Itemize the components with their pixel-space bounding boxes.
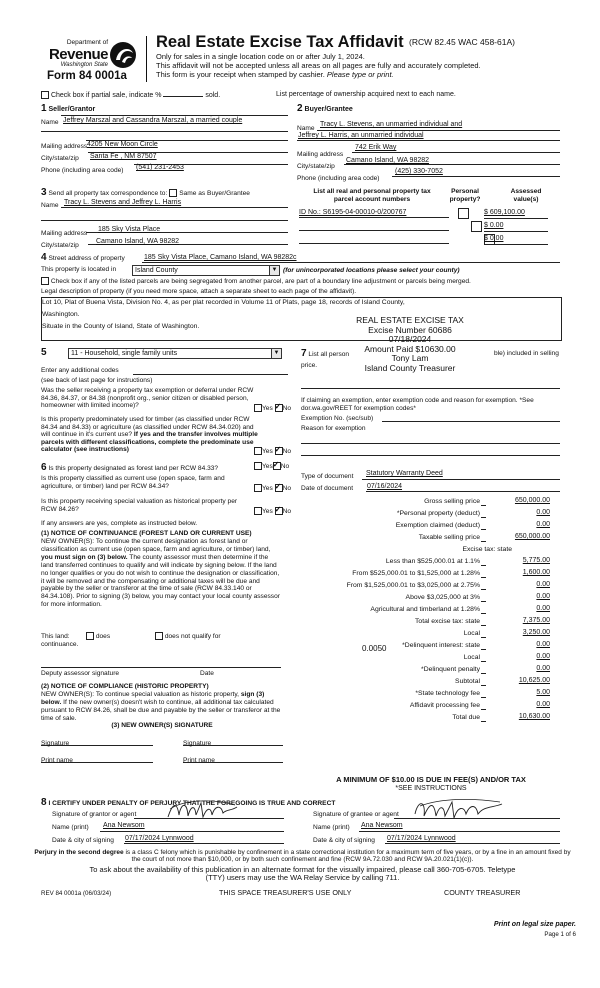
perjury-notice — [30, 849, 575, 864]
calc-row — [300, 617, 562, 629]
calc-row-leader — [481, 697, 486, 698]
q3-yes-label: Yes — [262, 462, 273, 470]
parcel-header-a: List all real and personal property tax — [313, 188, 431, 195]
does-not-option — [155, 632, 221, 640]
owner-sig-label-2: Signature — [183, 740, 212, 747]
continuance-text-a: NEW OWNER(S): To continue the current designation as forest land or classification as current use (open space, farm and agriculture, or timber) land, — [41, 538, 271, 553]
calc-row-value[interactable]: 0.00 — [536, 605, 550, 612]
q5-yes-label: Yes — [262, 507, 273, 515]
seller-heading — [41, 103, 95, 115]
header-line3 — [156, 71, 394, 80]
calc-row-value[interactable]: 5,775.00 — [522, 557, 550, 564]
doc-date-value: 07/16/2024 — [367, 483, 403, 490]
assessed-header-a: Assessed — [510, 188, 542, 195]
exemption-instructions: If claiming an exemption, enter exemption code and reason for exemption. *See dor.wa.gov/REET for exemption codes* — [301, 397, 534, 412]
street-value: 185 Sky Vista Place, Camano Island, WA 98282c — [144, 254, 297, 261]
buyer-mailing-value: 742 Erik Way — [355, 144, 397, 151]
agency-label: Revenue — [48, 46, 108, 63]
personal-property-text-b: ble) included in selling — [494, 350, 559, 357]
q4-no-checkbox[interactable] — [275, 484, 283, 492]
calc-row-label: Excise tax: state — [462, 546, 512, 553]
buyer-mailing-label: Mailing address — [297, 151, 344, 158]
accessibility-line-2: (TTY) users may use the WA Relay Service by calling 711. — [205, 873, 400, 883]
q3-no-label: No — [280, 462, 290, 470]
calc-row-label: From $1,525,000.01 to $3,025,000 at 2.75% — [346, 582, 480, 589]
calc-row-label: *Personal property (deduct) — [396, 510, 480, 517]
calc-row-leader — [481, 529, 486, 530]
grantor-date-label: Date & city of signing — [52, 837, 114, 844]
corr-city-label: City/state/zip — [41, 242, 79, 249]
calc-row — [300, 713, 562, 725]
see-instructions-note: *SEE INSTRUCTIONS — [395, 785, 467, 792]
exemption-reason-field-2[interactable] — [301, 455, 560, 456]
timber-question — [41, 416, 259, 454]
dept-label: Department of — [66, 39, 108, 46]
land-use-select[interactable] — [68, 348, 282, 359]
local-rate-value: 0.0050 — [362, 644, 387, 653]
perjury-bold: Perjury in the second degree — [34, 849, 124, 856]
perjury-text: is a class C felony which is punishable by confinement in a state correctional institution for a maximum term of five years, or by a fine in an amount fixed by the court of not more than $10,000, or by both such confinement and fine (RCW 9A.72.030 and RCW 9A.20.021(1)(c)). — [125, 849, 571, 864]
corr-name-label: Name — [41, 202, 59, 209]
buyer-heading-label: Buyer/Grantee — [304, 106, 353, 113]
calc-row — [300, 509, 562, 521]
calc-row-label: Local — [463, 630, 480, 637]
q1-yesno — [254, 404, 291, 412]
new-owner-sig-heading: (3) NEW OWNER(S) SIGNATURE — [111, 722, 213, 729]
assessed-value-3: $ 0.00 — [484, 235, 504, 242]
stamp-line-5: Tony Lam — [391, 353, 429, 363]
see-back-label: (see back of last page for instructions) — [41, 377, 153, 384]
calc-row-value[interactable]: 10,625.00 — [518, 677, 550, 684]
timber-question-b: If yes and the transfer involves multiple parcels with different classifications, complete the predominate use calculator (see instructions) — [41, 431, 258, 454]
stamp-line-3: 07/18/2024 — [388, 334, 432, 344]
calc-row — [300, 701, 562, 713]
seller-name-label: Name — [41, 119, 59, 126]
forest-question-text: Is this property designated as forest land per RCW 84.33? — [48, 465, 219, 472]
assessed-value-1: $ 609,100.00 — [484, 209, 525, 216]
grantor-name-label: Name (print) — [52, 824, 89, 831]
calc-row-leader — [481, 685, 486, 686]
ownership-note: List percentage of ownership acquired next to each name. — [276, 91, 456, 98]
assessed-field-3[interactable] — [484, 244, 548, 245]
calc-row-value[interactable]: 3,250.00 — [522, 629, 550, 636]
buyer-name-value2: Jeffrey L. Harris, an unmarried individual — [298, 132, 424, 139]
continuance-text-b: you must sign on (3) below. — [41, 553, 128, 561]
calc-row-leader — [481, 637, 486, 638]
county-treasurer-label: COUNTY TREASURER — [444, 888, 521, 897]
buyer-name-value1: Tracy L. Stevens, an unmarried individual and — [320, 121, 463, 128]
grantee-signature-scribble — [412, 796, 507, 824]
form-rcw: (RCW 82.45 WAC 458-61A) — [409, 37, 515, 47]
correspondence-label: Send all property tax correspondence to: — [48, 190, 168, 197]
parcel-id-value: ID No.: S6195-04-00010-0/200767 — [299, 209, 407, 216]
personal-property-line-1[interactable] — [301, 388, 560, 389]
calc-row-leader — [481, 721, 486, 722]
seller-name-value: Jeffrey Marszal and Cassandra Marszal, a married couple — [63, 117, 243, 124]
calc-row-label: Local — [463, 654, 480, 661]
calc-row-label: From $525,000.01 to $1,525,000 at 1.28% — [352, 570, 480, 577]
compliance-text-c: If the new owner(s) doesn't wish to continue, all additional tax calculated pursuant to RCW 84.26, shall be due and payable by the seller or transferor at the time of sale. — [41, 698, 281, 722]
personal-property-text-a: List all person — [308, 351, 350, 358]
calc-row-label: *Delinquent interest: state — [402, 642, 480, 649]
buyer-mailing-field[interactable] — [352, 152, 560, 153]
seller-city-label: City/state/zip — [41, 155, 79, 162]
legal-line-2: Washington. — [42, 311, 80, 318]
calc-row-value[interactable]: 650,000.00 — [514, 497, 550, 504]
calc-row-label: Taxable selling price — [418, 534, 480, 541]
grantee-sig-label: Signature of grantee or agent — [313, 811, 399, 818]
calc-row-label: Subtotal — [455, 678, 480, 685]
q2-no-label: No — [282, 447, 292, 455]
does-not-checkbox[interactable] — [155, 632, 163, 640]
correspondence-row — [41, 187, 250, 199]
county-select[interactable] — [132, 265, 280, 276]
calc-row — [300, 629, 562, 641]
assessed-header-b: value(s) — [513, 195, 539, 203]
section-1-number: 1 — [41, 103, 47, 114]
doc-date-field[interactable] — [366, 491, 560, 492]
segregated-label: Check box if any of the listed parcels are being segregated from another parcel, are part of a boundary line adjustment or parcels being merged. — [50, 277, 471, 285]
calc-row-label: Total due — [452, 714, 480, 721]
seller-mailing-value: 4205 New Moon Circle — [87, 141, 158, 148]
grantee-name-field[interactable] — [359, 831, 560, 832]
header-divider — [146, 36, 147, 82]
current-use-question: Is this property classified as current use (open space, farm and agriculture, or timber) land per RCW 84.34? — [41, 475, 225, 490]
grantee-name-label: Name (print) — [313, 824, 350, 831]
q5-yesno — [254, 507, 291, 515]
q3-no-checkbox[interactable] — [273, 462, 281, 470]
calc-row-leader — [481, 649, 486, 650]
accessibility-line-1: To ask about the availability of this publication in an alternate format for the visually impaired, please call 360-705-6705. Teletype — [89, 865, 516, 874]
add-codes-label: Enter any additional codes — [41, 367, 119, 374]
type-print-note: Please type or print. — [326, 70, 394, 79]
same-as-buyer-label: Same as Buyer/Grantee — [179, 190, 250, 197]
deputy-sig-label: Deputy assessor signature — [41, 670, 120, 677]
legal-paper-note: Print on legal size paper. — [493, 921, 576, 928]
personal-property-row — [301, 348, 349, 360]
calc-row-value[interactable]: 10,630.00 — [518, 713, 550, 720]
calc-row — [300, 545, 562, 557]
assessed-field-1[interactable] — [484, 218, 548, 219]
corr-mailing-label: Mailing address — [41, 230, 88, 237]
page-number: Page 1 of 6 — [544, 931, 576, 938]
calc-row-leader — [481, 625, 486, 626]
compliance-text-a: NEW OWNER(S): To continue special valuation as historic property, — [41, 691, 240, 698]
seller-city-value: Santa Fe , NM 87507 — [90, 153, 157, 160]
calc-row-leader — [481, 613, 486, 614]
treasurer-use-label: THIS SPACE TREASURER'S USE ONLY — [219, 888, 352, 897]
section-6-number: 6 — [41, 462, 47, 473]
exemption-reason-field[interactable] — [301, 443, 560, 444]
personal-header-b: property? — [449, 195, 481, 203]
exemption-no-field[interactable] — [382, 421, 560, 422]
calc-row-value[interactable]: 0.00 — [536, 701, 550, 708]
continuance-text-c: The county assessor must then determine if the land transferred continues to qualify and will indicate by signing below. If the land no longer qualifies or you do not wish to continue the designation or classification, it will be removed and the compensating or additional taxes will be due and payable by the seller or transferor at the time of sale (RCW 84.33.140 or 84.34.108). Prior to signing (3) below, you may contact your local county assessor for more information. — [41, 553, 280, 609]
exemption-question: Was the seller receiving a property tax exemption or deferral under RCW 84.36, 84.37, or 84.38 (nonprofit org., senior citizen or disabled person, homeowner with limited income)? — [41, 387, 254, 410]
seller-name-field[interactable] — [61, 115, 288, 116]
calc-row-leader — [481, 517, 486, 518]
seller-phone-value: (541) 231-2453 — [136, 164, 184, 171]
stamp-line-1: REAL ESTATE EXCISE TAX — [356, 315, 464, 325]
calc-row — [300, 689, 562, 701]
calc-row — [300, 557, 562, 569]
calc-row-value[interactable]: 0.00 — [536, 581, 550, 588]
add-codes-field[interactable] — [133, 374, 288, 375]
calc-row-leader — [481, 601, 486, 602]
calc-row-value[interactable]: 0.00 — [536, 521, 550, 528]
if-yes-note: If any answers are yes, complete as instructed below. — [41, 520, 198, 527]
stamp-line-4: Amount Paid $10630.00 — [364, 343, 456, 354]
continuance-heading: (1) NOTICE OF CONTINUANCE (FOREST LAND OR CURRENT USE) — [41, 530, 252, 537]
deputy-signature-field[interactable] — [41, 667, 281, 668]
q1-yes-label: Yes — [262, 404, 273, 412]
grantee-name-value: Ana Newsom — [361, 822, 403, 829]
parcel-id-row-3[interactable] — [299, 243, 449, 244]
legal-line-1: Lot 10, Plat of Buena Vista, Division No. 4, as per plat recorded in Volume 11 of Plats, page 18, records of Island County, — [42, 299, 405, 306]
forest-question — [41, 462, 251, 474]
revision-label: REV 84 0001a (06/03/24) — [41, 890, 112, 897]
land-use-value: 11 - Household, single family units — [71, 350, 178, 357]
stamp-line-2: Excise Number 60686 — [368, 324, 452, 335]
buyer-phone-value: (425) 330-7052 — [395, 168, 443, 175]
calc-row-label: Gross selling price — [424, 498, 480, 505]
calc-row-value[interactable]: 0.00 — [536, 653, 550, 660]
owner-print-label-2: Print name — [183, 757, 215, 764]
does-not-label: does not qualify for — [164, 632, 221, 640]
calc-row-leader — [481, 577, 486, 578]
street-label: Street address of property — [48, 255, 125, 262]
calc-row-value[interactable]: 5.00 — [536, 689, 550, 696]
section-7-number: 7 — [301, 348, 307, 359]
q4-yes-checkbox[interactable] — [254, 484, 262, 492]
street-field[interactable] — [142, 262, 560, 263]
calc-row-label: Above $3,025,000 at 3% — [405, 594, 480, 601]
calc-row-leader — [481, 589, 486, 590]
does-label: does — [95, 632, 111, 640]
continuance-label: continuance. — [41, 641, 79, 648]
does-option — [86, 632, 110, 640]
historic-question: Is this property receiving special valuation as historical property per RCW 84.26? — [41, 498, 238, 513]
located-label: This property is located in — [41, 266, 117, 273]
section-2-number: 2 — [297, 103, 303, 114]
calc-row-label: *Delinquent penalty — [421, 666, 480, 673]
exemption-reason-label: Reason for exemption — [301, 425, 366, 432]
calc-row — [300, 641, 562, 653]
grantor-name-value: Ana Newsom — [103, 822, 145, 829]
q2-yesno — [254, 447, 291, 455]
doc-type-field[interactable] — [362, 479, 560, 480]
q4-no-label: No — [282, 484, 292, 492]
personal-checkbox-2[interactable] — [471, 221, 482, 232]
q5-yes-checkbox[interactable] — [254, 507, 262, 515]
grantee-date-label: Date & city of signing — [313, 837, 375, 844]
calc-row-value[interactable]: 0.00 — [536, 665, 550, 672]
calc-row — [300, 521, 562, 533]
parcel-id-row-2[interactable] — [299, 230, 449, 231]
form-number: Form 84 0001a — [47, 70, 127, 82]
seller-name-line2[interactable] — [41, 131, 288, 132]
seller-mailing-label: Mailing address — [41, 143, 88, 150]
buyer-name-label: Name — [297, 125, 315, 132]
seller-heading-label: Seller/Grantor — [48, 106, 96, 113]
calc-row-value[interactable]: 0.00 — [536, 593, 550, 600]
treasurer-stamp — [330, 316, 490, 373]
personal-header — [444, 188, 486, 203]
segregated-checkbox[interactable] — [41, 277, 49, 285]
segregated-row — [41, 277, 571, 285]
calc-row-leader — [481, 565, 486, 566]
calc-row — [300, 593, 562, 605]
compliance-heading: (2) NOTICE OF COMPLIANCE (HISTORIC PROPERTY) — [41, 683, 209, 690]
partial-sale-row — [41, 91, 220, 100]
grantor-sig-label: Signature of grantor or agent — [52, 811, 137, 818]
doc-date-label: Date of document — [301, 485, 354, 492]
minimum-due-note: A MINIMUM OF $10.00 IS DUE IN FEE(S) AND/OR TAX — [336, 775, 526, 784]
parcel-header-b: parcel account numbers — [333, 195, 411, 203]
partial-sale-label: Check box if partial sale, indicate % — [50, 91, 162, 99]
street-row — [41, 252, 125, 264]
compliance-text — [41, 691, 283, 723]
calc-row-value[interactable]: 650,000.00 — [514, 533, 550, 540]
assessed-field-2[interactable] — [484, 231, 548, 232]
grantor-signature-scribble — [165, 797, 240, 823]
header-line2: This affidavit will not be accepted unless all areas on all pages are fully and accurately completed. — [156, 61, 481, 70]
personal-header-a: Personal — [451, 188, 479, 195]
q2-yes-label: Yes — [262, 447, 273, 455]
calc-row — [300, 653, 562, 665]
corr-name-value: Tracy L. Stevens and Jeffrey L. Harris — [64, 199, 182, 206]
does-checkbox[interactable] — [86, 632, 94, 640]
q5-no-label: No — [282, 507, 292, 515]
corr-city-value: Camano Island, WA 98282 — [96, 238, 180, 245]
calc-row — [300, 533, 562, 545]
calc-row-leader — [481, 661, 486, 662]
owner-sig-label-1: Signature — [41, 740, 70, 747]
grantor-date-field[interactable] — [124, 843, 284, 844]
corr-name-line2[interactable] — [41, 220, 288, 221]
timber-question-a: Is this property predominately used for timber (as classified under RCW 84.34 and 84.33) or agriculture (as classified under RCW 84.34.020) and will continue in it's current use? — [41, 416, 254, 439]
legal-line-3: Situate in the County of Island, State of Washington. — [42, 323, 200, 330]
compliance-text-b: sign (3) below. — [41, 691, 265, 706]
parcel-header — [297, 188, 447, 203]
certify-statement: I CERTIFY UNDER PENALTY OF PERJURY THAT THE FOREGOING IS TRUE AND CORRECT — [48, 800, 336, 807]
deputy-date-label: Date — [200, 670, 214, 677]
q1-no-checkbox[interactable] — [275, 404, 283, 412]
calc-row — [300, 665, 562, 677]
calc-row — [300, 677, 562, 689]
calc-row — [300, 605, 562, 617]
calc-row-value[interactable]: 1,600.00 — [522, 569, 550, 576]
buyer-phone-field[interactable] — [392, 176, 560, 177]
grantor-name-field[interactable] — [100, 831, 284, 832]
doc-type-label: Type of document — [301, 473, 354, 480]
owner-print-label-1: Print name — [41, 757, 73, 764]
corr-mailing-value: 185 Sky Vista Place — [98, 226, 161, 233]
q2-yes-checkbox[interactable] — [254, 447, 262, 455]
q3-yesno — [254, 462, 289, 470]
calc-row-leader — [481, 709, 486, 710]
q3-yes-checkbox[interactable] — [254, 462, 262, 470]
header-line1: Only for sales in a single location code on or after July 1, 2024. — [156, 52, 365, 61]
accessibility-notice — [30, 866, 575, 883]
parcel-id-row[interactable] — [299, 209, 449, 218]
doc-type-value: Statutory Warranty Deed — [366, 470, 443, 477]
section-4-number: 4 — [41, 252, 47, 263]
buyer-heading — [297, 103, 353, 115]
q2-no-checkbox[interactable] — [275, 447, 283, 455]
buyer-city-value: Camano Island, WA 98282 — [346, 157, 430, 164]
corr-name-field[interactable] — [61, 207, 288, 208]
grantee-date-field[interactable] — [385, 843, 560, 844]
this-land-label: This land: — [41, 633, 70, 640]
calc-row-value[interactable]: 7,375.00 — [522, 617, 550, 624]
q5-no-checkbox[interactable] — [275, 507, 283, 515]
calc-row-label: Less than $525,000.01 at 1.1% — [385, 558, 480, 565]
seller-phone-label: Phone (including area code) — [41, 167, 124, 174]
continuance-text — [41, 538, 281, 609]
calc-row-label: Exemption claimed (deduct) — [395, 522, 480, 529]
chevron-down-icon: ▼ — [269, 266, 279, 275]
calc-row — [300, 569, 562, 581]
calc-row-leader — [481, 505, 486, 506]
calc-row-value[interactable]: 0.00 — [536, 509, 550, 516]
grantor-date-value: 07/17/2024 Lynnwood — [125, 835, 194, 842]
section-3-number: 3 — [41, 187, 47, 198]
partial-sold-label: sold. — [205, 91, 221, 99]
buyer-name-field[interactable] — [317, 130, 560, 131]
same-as-buyer-checkbox[interactable] — [169, 189, 177, 197]
form-title: Real Estate Excise Tax Affidavit — [156, 33, 404, 51]
section-8-number: 8 — [41, 797, 47, 808]
stamp-line-6: Island County Treasurer — [364, 362, 456, 373]
buyer-phone-label: Phone (including area code) — [297, 175, 380, 182]
grantee-date-value: 07/17/2024 Lynnwood — [387, 835, 456, 842]
q4-yesno — [254, 484, 291, 492]
legal-label: Legal description of property (if you need more space, attach a separate sheet to each page of the affidavit). — [41, 288, 357, 295]
partial-sale-checkbox[interactable] — [41, 91, 49, 99]
q1-no-label: No — [282, 404, 292, 412]
calc-row-leader — [481, 541, 486, 542]
county-value: Island County — [135, 267, 178, 274]
exemption-no-label: Exemption No. (sec/sub) — [301, 415, 374, 422]
partial-percent-field[interactable] — [163, 96, 203, 97]
q4-yes-label: Yes — [262, 484, 273, 492]
state-label: Washington State — [60, 62, 108, 68]
calc-row-label: *State technology fee — [415, 690, 480, 697]
assessed-value-2: $ 0.00 — [484, 222, 504, 229]
buyer-city-label: City/state/zip — [297, 163, 335, 170]
buyer-name-line2[interactable] — [297, 140, 560, 141]
calc-row — [300, 581, 562, 593]
revenue-swirl-icon — [108, 40, 138, 70]
assessed-header — [496, 188, 556, 203]
calc-row-value[interactable]: 0.00 — [536, 641, 550, 648]
calc-row-leader — [481, 673, 486, 674]
q1-yes-checkbox[interactable] — [254, 404, 262, 412]
calc-row — [300, 497, 562, 509]
county-note: (for unincorporated locations please select your county) — [283, 267, 460, 274]
chevron-down-icon: ▼ — [271, 349, 281, 358]
calc-row-label: Affidavit processing fee — [409, 702, 480, 709]
personal-checkbox-1[interactable] — [458, 208, 469, 219]
section-5-number: 5 — [41, 347, 47, 358]
receipt-note: This form is your receipt when stamped by cashier. — [156, 70, 325, 79]
calc-row-label: Agricultural and timberland at 1.28% — [370, 606, 480, 613]
calc-row-label: Total excise tax: state — [415, 618, 480, 625]
personal-property-text-c: price. — [301, 362, 318, 369]
